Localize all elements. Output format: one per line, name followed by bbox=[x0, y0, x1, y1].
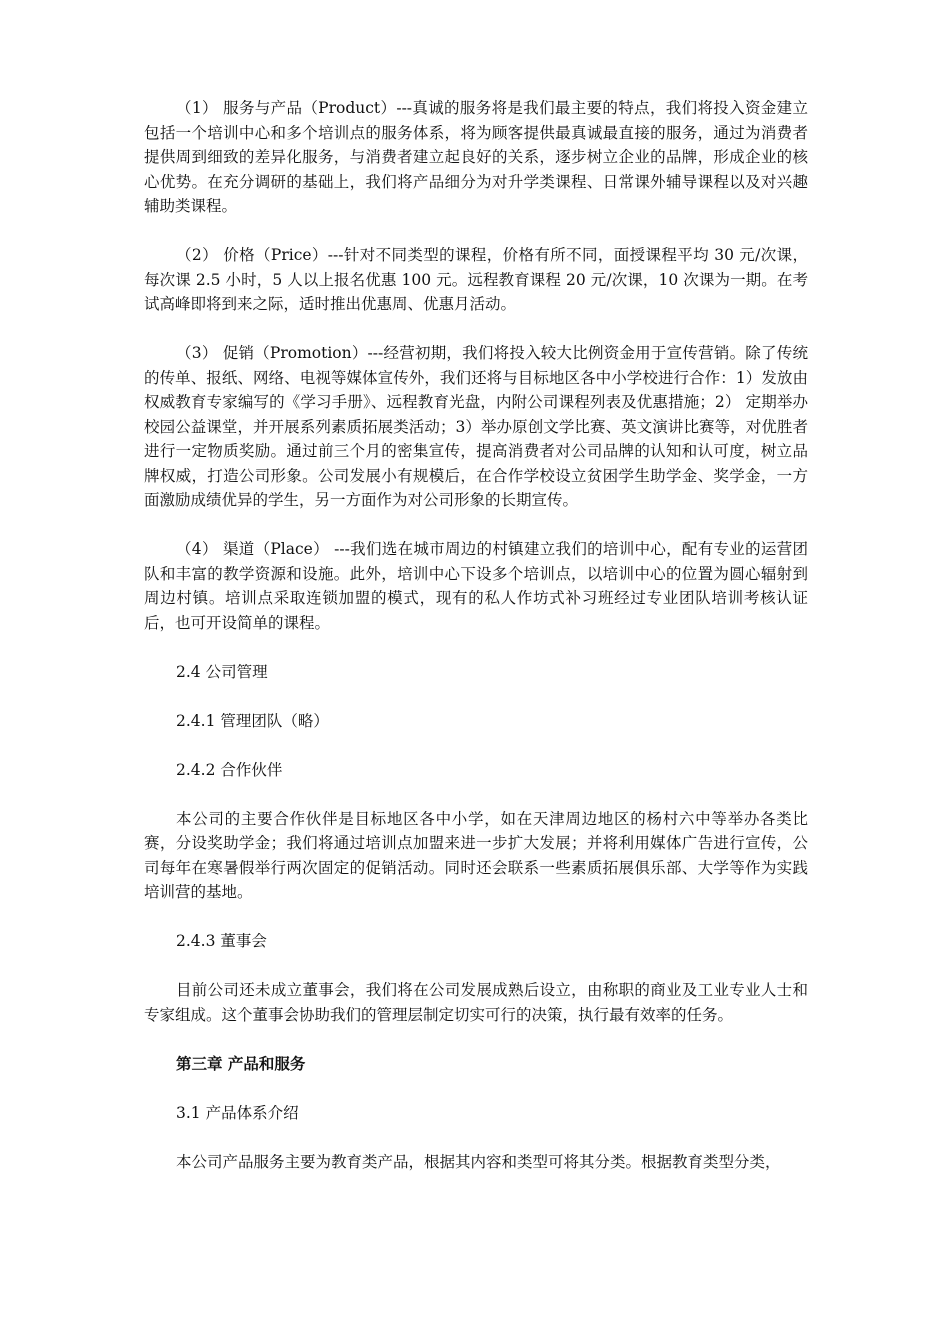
paragraph-price: （2） 价格（Price）---针对不同类型的课程，价格有所不同，面授课程平均 30 元/次课，每次课 2.5 小时，5 人以上报名优惠 100 元。远程教育课程 20 元/次课，10 次课为一期。在考试高峰即将到来之际，适时推出优惠周、优惠月活动。 bbox=[144, 246, 808, 313]
document-page bbox=[144, 96, 808, 1174]
heading-2-4: 2.4 公司管理 bbox=[176, 662, 268, 681]
heading-2-4-3: 2.4.3 董事会 bbox=[176, 932, 267, 950]
paragraph-promotion: （3） 促销（Promotion）---经营初期，我们将投入较大比例资金用于宣传营销。除了传统的传单、报纸、网络、电视等媒体宣传外，我们还将与目标地区各中小学校进行合作：1）发放由权威教育专家编写的《学习手册》、远程教育光盘，内附公司课程列表及优惠措施；2） 定期举办校园公益课堂，并开展系列素质拓展类活动；3）举办原创文学比赛、英文演讲比赛等，对优胜者进行一定物质奖励。通过前三个月的密集宣传，提高消费者对公司品牌的认知和认可度，树立品牌权威，打造公司形象。公司发展小有规模后，在合作学校设立贫困学生助学金、奖学金，一方面激励成绩优异的学生，另一方面作为对公司形象的长期宣传。 bbox=[144, 344, 808, 509]
heading-3-1: 3.1 产品体系介绍 bbox=[176, 1103, 299, 1122]
paragraph-board: 目前公司还未成立董事会，我们将在公司发展成熟后设立，由称职的商业及工业专业人士和专家组成。这个董事会协助我们的管理层制定切实可行的决策，执行最有效率的任务。 bbox=[144, 981, 808, 1024]
paragraph-products-intro: 本公司产品服务主要为教育类产品，根据其内容和类型可将其分类。根据教育类型分类， bbox=[176, 1152, 781, 1171]
paragraph-partners: 本公司的主要合作伙伴是目标地区各中小学，如在天津周边地区的杨村六中等举办各类比赛，分设奖助学金；我们将通过培训点加盟来进一步扩大发展；并将利用媒体广告进行宣传，公司每年在寒暑假举行两次固定的促销活动。同时还会联系一些素质拓展俱乐部、大学等作为实践培训营的基地。 bbox=[144, 809, 808, 901]
heading-2-4-1: 2.4.1 管理团队（略） bbox=[176, 711, 329, 730]
chapter-3-title: 第三章 产品和服务 bbox=[176, 1053, 306, 1073]
heading-2-4-2: 2.4.2 合作伙伴 bbox=[176, 760, 283, 779]
paragraph-product: （1） 服务与产品（Product）---真诚的服务将是我们最主要的特点，我们将投入资金建立包括一个培训中心和多个培训点的服务体系，将为顾客提供最真诚最直接的服务，通过为消费者提供周到细致的差异化服务，与消费者建立起良好的关系，逐步树立企业的品牌，形成企业的核心优势。在充分调研的基础上，我们将产品细分为对升学类课程、日常课外辅导课程以及对兴趣辅助类课程。 bbox=[144, 99, 808, 215]
paragraph-place: （4） 渠道（Place） ---我们选在城市周边的村镇建立我们的培训中心，配有专业的运营团队和丰富的教学资源和设施。此外，培训中心下设多个培训点，以培训中心的位置为圆心辐射到周边村镇。培训点采取连锁加盟的模式，现有的私人作坊式补习班经过专业团队培训考核认证后，也可开设简单的课程。 bbox=[144, 540, 808, 632]
